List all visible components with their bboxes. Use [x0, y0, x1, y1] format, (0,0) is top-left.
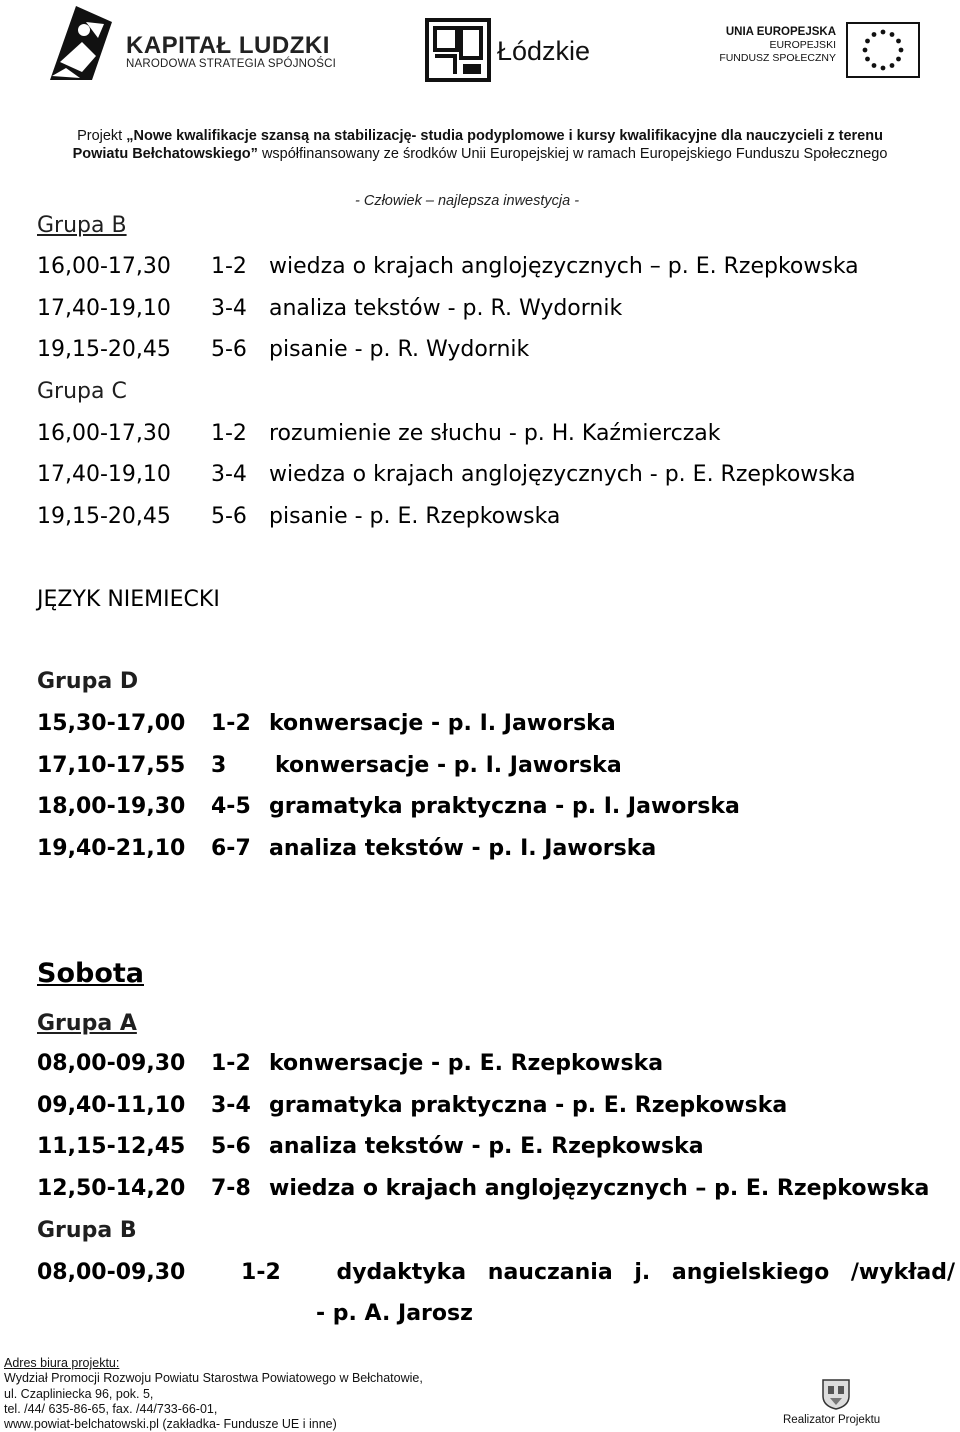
schedule-row — [37, 752, 622, 780]
row-time: 17,10-17,55 — [37, 753, 186, 778]
powiat-crest-icon — [820, 1378, 852, 1410]
row-hours: 6-7 — [211, 836, 251, 861]
footer-realizer: Realizator Projektu — [783, 1414, 881, 1426]
row-time: 08,00-09,30 — [37, 1051, 186, 1076]
schedule-row — [37, 295, 622, 323]
schedule-row — [37, 710, 616, 738]
day-heading: Sobota — [37, 958, 144, 989]
row-time: 15,30-17,00 — [37, 711, 186, 736]
schedule-row — [37, 420, 720, 448]
kapital-ludzki-title: KAPITAŁ LUDZKI — [126, 32, 330, 59]
footer-address — [4, 1356, 423, 1432]
row-text: wiedza o krajach anglojęzycznych - p. E. Rzepkowska — [269, 462, 856, 487]
project-line-1 — [0, 128, 960, 144]
row-time: 09,40-11,10 — [37, 1093, 186, 1118]
row-time: 17,40-19,10 — [37, 296, 171, 321]
group-c-title: Grupa C — [37, 379, 127, 404]
schedule-row — [37, 835, 656, 863]
row-text: analiza tekstów - p. E. Rzepkowska — [269, 1134, 704, 1159]
row-time: 11,15-12,45 — [37, 1134, 186, 1159]
lodzkie-name: Łódzkie — [497, 36, 591, 66]
schedule-row — [37, 1092, 787, 1120]
eu-line2: EUROPEJSKI — [769, 39, 836, 51]
language-heading: JĘZYK NIEMIECKI — [37, 587, 220, 612]
eu-logo — [700, 22, 920, 78]
row-time: 17,40-19,10 — [37, 462, 171, 487]
group-c-heading — [37, 378, 127, 406]
row-text: wiedza o krajach anglojęzycznych – p. E. Rzepkowska — [269, 1176, 930, 1201]
group-d-title: Grupa D — [37, 669, 139, 694]
schedule-row — [37, 793, 740, 821]
row-hours: 3-4 — [211, 462, 247, 487]
group-d-heading — [37, 668, 138, 696]
group-a-heading — [37, 1010, 137, 1038]
row-text: pisanie - p. R. Wydornik — [269, 337, 530, 362]
kapital-ludzki-emblem-icon — [46, 2, 116, 82]
footer-line1: Wydział Promocji Rozwoju Powiatu Starostwa Powiatowego w Bełchatowie, — [4, 1371, 423, 1386]
schedule-row — [37, 336, 529, 364]
schedule-row — [37, 1259, 955, 1287]
row-text: konwersacje - p. I. Jaworska — [275, 753, 622, 778]
row-hours: 5-6 — [211, 1134, 251, 1159]
row-hours: 5-6 — [211, 504, 247, 529]
footer-line2: ul. Czapliniecka 96, pok. 5, — [4, 1386, 154, 1401]
row-hours: 1-2 — [211, 711, 251, 736]
row-hours: 1-2 — [211, 254, 247, 279]
motto: - Człowiek – najlepsza inwestycja - — [355, 193, 580, 209]
row-hours: 3-4 — [211, 296, 247, 321]
row-text: rozumienie ze słuchu - p. H. Kaźmierczak — [269, 421, 721, 446]
group-b2-title: Grupa B — [37, 1218, 137, 1243]
row-hours: 1-2 — [241, 1260, 281, 1285]
schedule-row — [37, 1050, 663, 1078]
lodzkie-logo — [425, 18, 615, 82]
footer-label: Adres biura projektu: — [4, 1356, 120, 1370]
footer-line4: www.powiat-belchatowski.pl (zakładka- Fundusze UE i inne) — [4, 1417, 337, 1432]
eu-flag-icon — [846, 22, 920, 78]
eu-text — [719, 26, 836, 65]
group-b2-heading — [37, 1217, 137, 1245]
row-time: 08,00-09,30 — [37, 1260, 186, 1285]
project-line-2 — [0, 146, 960, 162]
group-b-heading — [37, 212, 127, 240]
kapital-ludzki-logo — [46, 2, 376, 82]
group-b-title: Grupa B — [37, 213, 127, 238]
row-hours: 3-4 — [211, 1093, 251, 1118]
schedule-row — [37, 461, 856, 489]
row-text: konwersacje - p. E. Rzepkowska — [269, 1051, 664, 1076]
schedule-row — [37, 253, 859, 281]
row-text: pisanie - p. E. Rzepkowska — [269, 504, 561, 529]
row-hours: 1-2 — [211, 421, 247, 446]
footer-line3: tel. /44/ 635-86-65, fax. /44/733-66-01, — [4, 1401, 218, 1416]
eu-line3: FUNDUSZ SPOŁECZNY — [719, 52, 836, 64]
row-time: 16,00-17,30 — [37, 254, 171, 279]
row-text: gramatyka praktyczna - p. I. Jaworska — [269, 794, 740, 819]
lodzkie-mark-icon — [425, 18, 491, 82]
row-text: dydaktyka nauczania j. angielskiego /wykład/ — [336, 1260, 955, 1285]
row-text: analiza tekstów - p. R. Wydornik — [269, 296, 623, 321]
project-cofinance: współfinansowany ze środków Unii Europejskiej w ramach Europejskiego Funduszu Społecznego — [257, 146, 888, 162]
eu-line1: UNIA EUROPEJSKA — [725, 26, 836, 38]
schedule-row — [37, 503, 560, 531]
row-time: 12,50-14,20 — [37, 1176, 186, 1201]
row-hours: 1-2 — [211, 1051, 251, 1076]
row-time: 19,15-20,45 — [37, 504, 171, 529]
row-text: analiza tekstów - p. I. Jaworska — [269, 836, 657, 861]
row-hours: 3 — [211, 753, 227, 778]
project-prefix: Projekt — [77, 128, 127, 144]
kapital-ludzki-subtitle: NARODOWA STRATEGIA SPÓJNOŚCI — [126, 58, 337, 70]
row-text: wiedza o krajach anglojęzycznych – p. E. Rzepkowska — [269, 254, 859, 279]
row-hours: 7-8 — [211, 1176, 251, 1201]
schedule-row — [37, 1175, 929, 1203]
row-hours: 4-5 — [211, 794, 251, 819]
row-hours: 5-6 — [211, 337, 247, 362]
schedule-row — [37, 1133, 704, 1161]
project-name-part2: Powiatu Bełchatowskiego” — [72, 146, 258, 162]
row-time: 19,40-21,10 — [37, 836, 186, 861]
row-continuation: - p. A. Jarosz — [316, 1301, 473, 1326]
row-time: 16,00-17,30 — [37, 421, 171, 446]
row-time: 18,00-19,30 — [37, 794, 186, 819]
group-a-title: Grupa A — [37, 1011, 137, 1036]
project-name-part1: „Nowe kwalifikacje szansą na stabilizację- studia podyplomowe i kursy kwalifikacyjne dla nauczycieli z terenu — [126, 128, 883, 144]
row-text: gramatyka praktyczna - p. E. Rzepkowska — [269, 1093, 788, 1118]
row-time: 19,15-20,45 — [37, 337, 171, 362]
row-text: konwersacje - p. I. Jaworska — [269, 711, 616, 736]
